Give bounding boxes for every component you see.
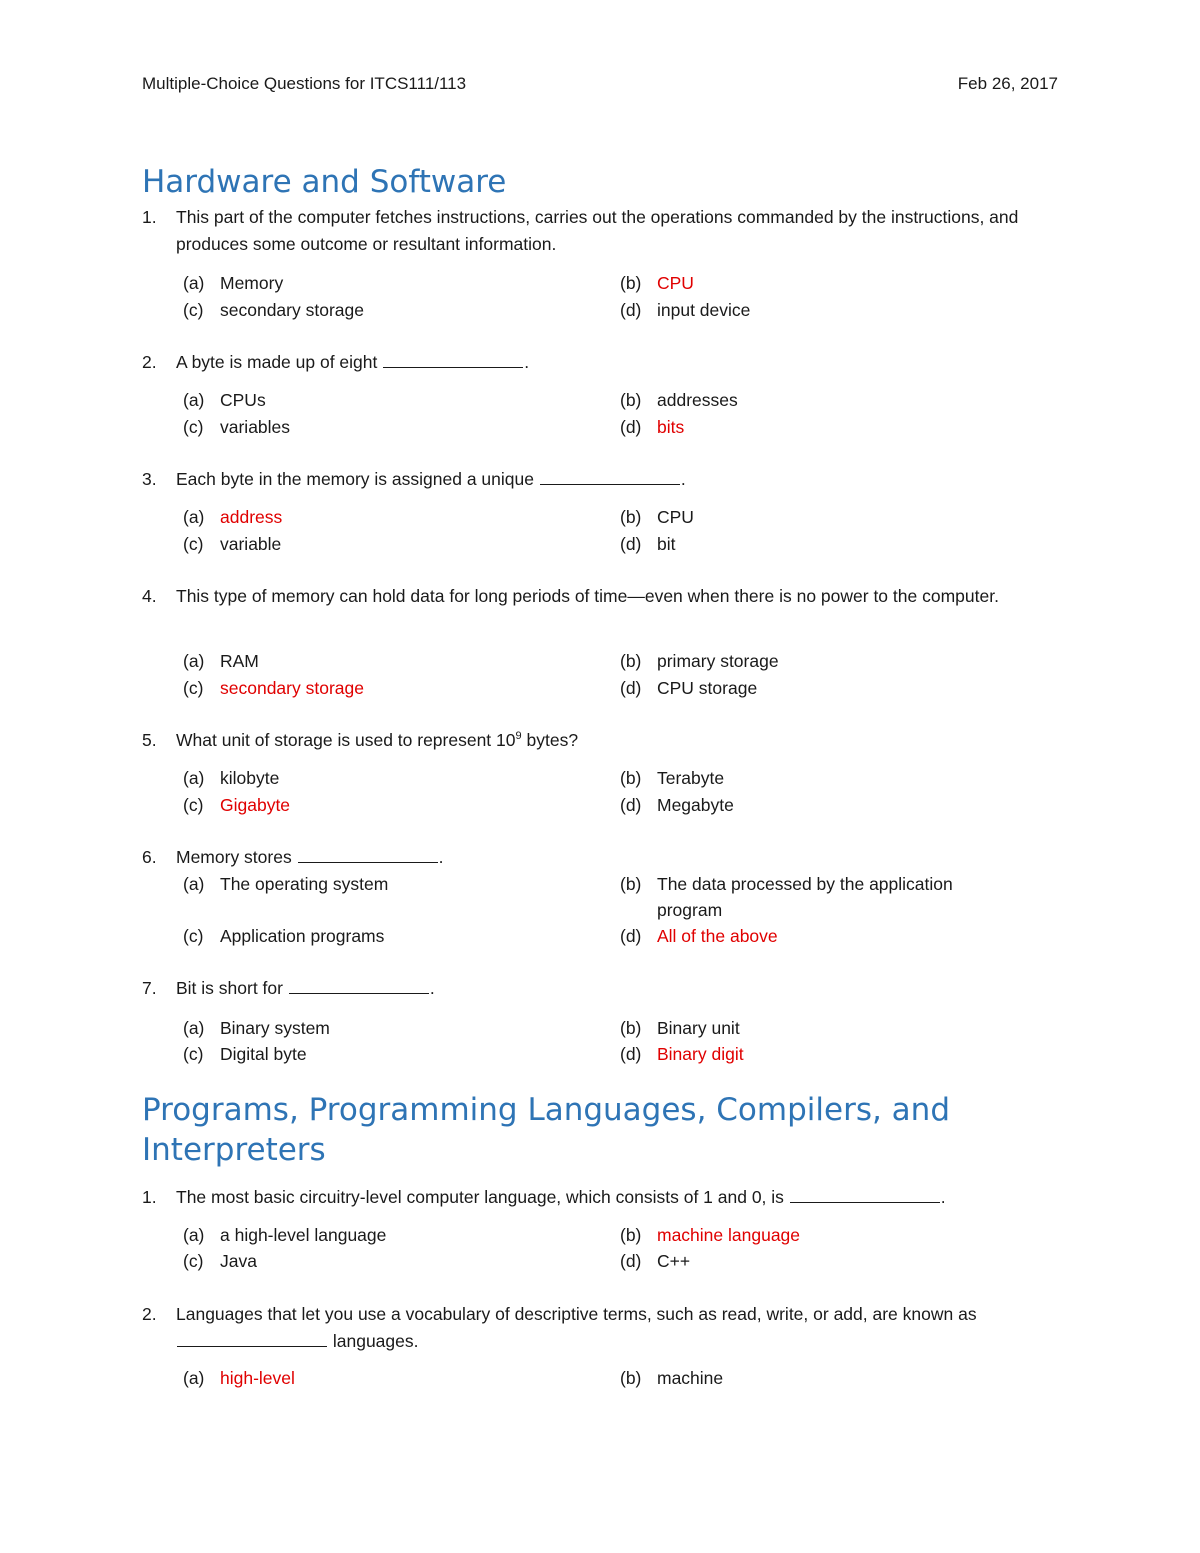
option-b[interactable]: (b) machine (620, 1368, 724, 1388)
option-d-correct[interactable]: (d) Binary digit (620, 1044, 744, 1064)
question-number: 2. (142, 352, 157, 372)
option-a[interactable]: (a) The operating system (183, 874, 389, 894)
question-text: This part of the computer fetches instructions, carries out the operations commanded by the instructions, and produces some outcome or resultant information. (176, 207, 1019, 254)
answer-blank (177, 1330, 327, 1347)
question-1 (142, 204, 1062, 258)
question-number: 1. (142, 1187, 157, 1207)
question-number: 1. (142, 207, 157, 227)
header-date: Feb 26, 2017 (957, 74, 1058, 93)
option-c[interactable]: (c) variable (183, 534, 282, 554)
question-text: Languages that let you use a vocabulary of descriptive terms, such as read, write, or add, are known as languages. (176, 1304, 977, 1351)
option-b-correct[interactable]: (b) machine language (620, 1225, 801, 1245)
question-3 (142, 466, 1062, 493)
page-header (142, 74, 1058, 98)
question-6 (142, 844, 1062, 871)
option-b[interactable]: (b) The data processed by the application program (620, 874, 953, 920)
option-b[interactable]: (b) primary storage (620, 651, 779, 671)
option-a[interactable]: (a) a high-level language (183, 1225, 387, 1245)
option-b[interactable]: (b) addresses (620, 390, 738, 410)
option-c[interactable]: (c) variables (183, 417, 291, 437)
option-a-correct[interactable]: (a) high-level (183, 1368, 295, 1388)
option-a[interactable]: (a) kilobyte (183, 768, 280, 788)
question-2 (142, 1301, 1062, 1355)
question-1 (142, 1184, 1062, 1211)
answer-blank (289, 977, 429, 994)
header-title: Multiple-Choice Questions for ITCS111/113 (142, 74, 467, 93)
option-a[interactable]: (a) RAM (183, 651, 259, 671)
question-text: Bit is short for . (176, 978, 435, 998)
question-text: Each byte in the memory is assigned a unique . (176, 469, 686, 489)
question-4 (142, 583, 1062, 610)
question-number: 5. (142, 730, 157, 750)
section-title-programs: Programs, Programming Languages, Compilers, and Interpreters (142, 1092, 950, 1168)
answer-blank (383, 351, 523, 368)
option-c[interactable]: (c) Application programs (183, 926, 385, 946)
option-b[interactable]: (b) CPU (620, 507, 694, 527)
option-a-correct[interactable]: (a) address (183, 507, 283, 527)
option-b-correct[interactable]: (b) CPU (620, 273, 694, 293)
answer-blank (540, 468, 680, 485)
option-d[interactable]: (d) Megabyte (620, 795, 734, 815)
option-d-correct[interactable]: (d) bits (620, 417, 685, 437)
option-d-correct[interactable]: (d) All of the above (620, 926, 778, 946)
question-text: A byte is made up of eight . (176, 352, 530, 372)
question-5 (142, 727, 1062, 754)
option-c[interactable]: (c) secondary storage (183, 300, 364, 320)
question-number: 6. (142, 847, 157, 867)
question-7 (142, 975, 1062, 1002)
option-a[interactable]: (a) CPUs (183, 390, 266, 410)
option-c[interactable]: (c) Digital byte (183, 1044, 307, 1064)
option-c-correct[interactable]: (c) Gigabyte (183, 795, 291, 815)
section-title-hardware: Hardware and Software (142, 164, 507, 200)
question-number: 4. (142, 586, 157, 606)
question-text: The most basic circuitry-level computer language, which consists of 1 and 0, is . (176, 1187, 946, 1207)
option-d[interactable]: (d) CPU storage (620, 678, 758, 698)
option-a[interactable]: (a) Memory (183, 273, 284, 293)
question-number: 2. (142, 1304, 157, 1324)
answer-blank (790, 1186, 940, 1203)
question-2 (142, 349, 1062, 376)
question-number: 3. (142, 469, 157, 489)
option-b[interactable]: (b) Terabyte (620, 768, 725, 788)
option-c-correct[interactable]: (c) secondary storage (183, 678, 364, 698)
option-d[interactable]: (d) bit (620, 534, 676, 554)
question-text: Memory stores . (176, 847, 444, 867)
answer-blank (298, 846, 438, 863)
option-d[interactable]: (d) input device (620, 300, 751, 320)
option-b[interactable]: (b) Binary unit (620, 1018, 740, 1038)
question-number: 7. (142, 978, 157, 998)
option-c[interactable]: (c) Java (183, 1251, 257, 1271)
question-text: What unit of storage is used to represent $10^9$ bytes? (176, 730, 579, 750)
option-a[interactable]: (a) Binary system (183, 1018, 330, 1038)
option-d[interactable]: (d) C++ (620, 1251, 691, 1271)
question-text: This type of memory can hold data for long periods of time—even when there is no power to the computer. (176, 586, 999, 606)
